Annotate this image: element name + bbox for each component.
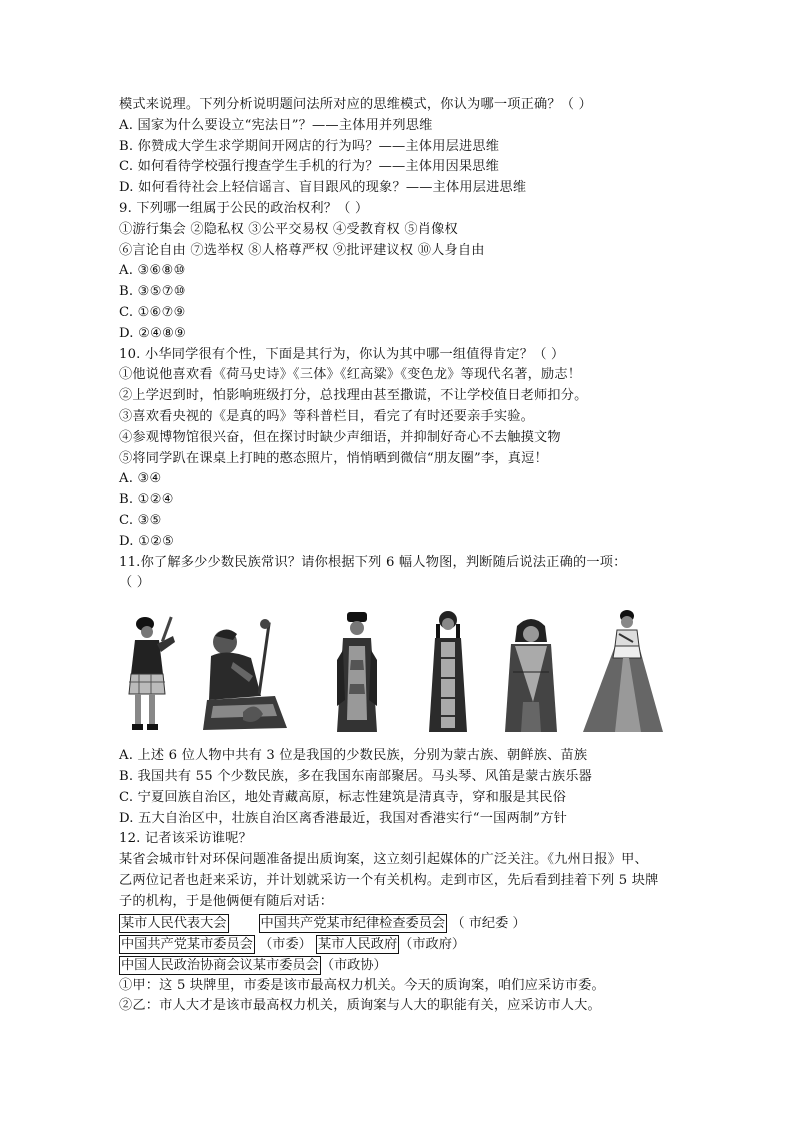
placard-discipline-commission-note: （ 市纪委 ） bbox=[451, 915, 526, 931]
seated-musician-figure bbox=[203, 616, 295, 736]
placard-party-committee: 中国共产党某市委员会 bbox=[121, 936, 253, 952]
q8-option-d: D. 如何看待社会上轻信谣言、盲目跟风的现象？——主体用层进思维 bbox=[119, 180, 527, 196]
q12-paragraph-line-2: 乙两位记者也赶来采访，并计划就采访一个有关机构。走到市区，先后看到挂着下列 5 块牌 bbox=[119, 872, 659, 888]
q9-option-d: D. ②④⑧⑨ bbox=[119, 325, 187, 341]
q8-intro: 模式来说理。下列分析说明题问法所对应的思维模式，你认为哪一项正确？（ ） bbox=[119, 97, 592, 112]
robed-figure-with-hat bbox=[331, 610, 383, 736]
q10-option-b: B. ①②④ bbox=[119, 492, 174, 508]
q12-paragraph-line-3: 子的机构，于是他俩便有随后对话： bbox=[119, 893, 334, 909]
placard-city-government: 某市人民政府 bbox=[318, 936, 398, 952]
q11-paren: （ ） bbox=[119, 575, 151, 591]
q9-items-row-1: ①游行集会 ②隐私权 ③公平交易权 ④受教育权 ⑤肖像权 bbox=[119, 221, 458, 237]
exam-page bbox=[119, 95, 679, 1017]
q9-title: 9. 下列哪一组属于公民的政治权利？（ ） bbox=[119, 200, 369, 216]
ethnic-figures-image bbox=[119, 602, 679, 736]
q9-option-a: A. ③⑥⑧⑩ bbox=[119, 263, 186, 279]
q12-dialog-2: ②乙：市人大才是该市最高权力机关，质询案与人大的职能有关，应采访市人大。 bbox=[119, 998, 601, 1014]
q8-option-b: B. 你赞成大学生求学期间开网店的行为吗？——主体用层进思维 bbox=[119, 138, 500, 154]
placard-row-1 bbox=[119, 913, 679, 934]
q10-option-a: A. ③④ bbox=[119, 471, 162, 487]
q9-items-row-2: ⑥言论自由 ⑦选举权 ⑧人格尊严权 ⑨批评建议权 ⑩人身自由 bbox=[119, 242, 485, 258]
placard-cppcc-committee-note: （市政协） bbox=[320, 957, 387, 973]
q11-title: 11.你了解多少少数民族常识？请你根据下列 6 幅人物图，判断随后说法正确的一项： bbox=[119, 554, 627, 570]
q11-option-b: B. 我国共有 55 个少数民族，多在我国东南部聚居。马头琴、风笛是蒙古族乐器 bbox=[119, 768, 593, 784]
hanbok-figure bbox=[581, 608, 665, 736]
q8-option-c: C. 如何看待学校强行搜查学生手机的行为？——主体用因果思维 bbox=[119, 159, 500, 175]
placard-row-2 bbox=[119, 934, 679, 955]
placard-discipline-commission: 中国共产党某市纪律检查委员会 bbox=[260, 915, 446, 931]
q11-option-c: C. 宁夏回族自治区，地处青藏高原，标志性建筑是清真寺，穿和服是其民俗 bbox=[119, 789, 567, 805]
placard-row-3 bbox=[119, 955, 679, 976]
q10-item-1: ①他说他喜欢看《荷马史诗》《三体》《红高粱》《变色龙》等现代名著，励志！ bbox=[119, 367, 582, 383]
placard-city-peoples-congress: 某市人民代表大会 bbox=[121, 915, 227, 931]
q9-option-c: C. ①⑥⑦⑨ bbox=[119, 304, 186, 320]
q11-option-a: A. 上述 6 位人物中共有 3 位是我国的少数民族，分别为蒙古族、朝鲜族、苗族 bbox=[119, 748, 588, 764]
bagpiper-figure bbox=[121, 610, 177, 736]
placard-city-government-note: （市政府） bbox=[399, 936, 466, 952]
braided-figure bbox=[423, 608, 473, 736]
q10-title: 10. 小华同学很有个性，下面是其行为，你认为其中哪一组值得肯定？（ ） bbox=[119, 346, 565, 362]
q10-item-3: ③喜欢看央视的《是真的吗》等科普栏目，看完了有时还要亲手实验。 bbox=[119, 408, 535, 424]
q12-dialog-1: ①甲：这 5 块牌里，市委是该市最高权力机关。今天的质询案，咱们应采访市委。 bbox=[119, 977, 605, 993]
placard-cppcc-committee: 中国人民政治协商会议某市委员会 bbox=[121, 957, 319, 973]
q12-title: 12. 记者该采访谁呢？ bbox=[119, 831, 253, 847]
q10-option-c: C. ③⑤ bbox=[119, 512, 162, 528]
q11-option-d: D. 五大自治区中，壮族自治区离香港最近，我国对香港实行“一国两制”方针 bbox=[119, 810, 567, 826]
q10-item-5: ⑤将同学趴在课桌上打盹的憨态照片，悄悄晒到微信“朋友圈”李，真逗！ bbox=[119, 450, 548, 466]
shawl-figure bbox=[503, 612, 559, 736]
q12-paragraph-line-1: 某省会城市针对环保问题准备提出质询案，这立刻引起媒体的广泛关注。《九州日报》甲、 bbox=[119, 852, 648, 868]
q10-item-2: ②上学迟到时，怕影响班级打分，总找理由甚至撒谎，不让学校值日老师扣分。 bbox=[119, 388, 588, 404]
q8-option-a: A. 国家为什么要设立“宪法日”？——主体用并列思维 bbox=[119, 117, 433, 133]
q10-item-4: ④参观博物馆很兴奋，但在探讨时缺少声细语，并抑制好奇心不去触摸文物 bbox=[119, 429, 561, 445]
placard-party-committee-note: （市委） bbox=[259, 936, 312, 952]
q10-option-d: D. ①②⑤ bbox=[119, 533, 175, 549]
q9-option-b: B. ③⑤⑦⑩ bbox=[119, 284, 186, 300]
